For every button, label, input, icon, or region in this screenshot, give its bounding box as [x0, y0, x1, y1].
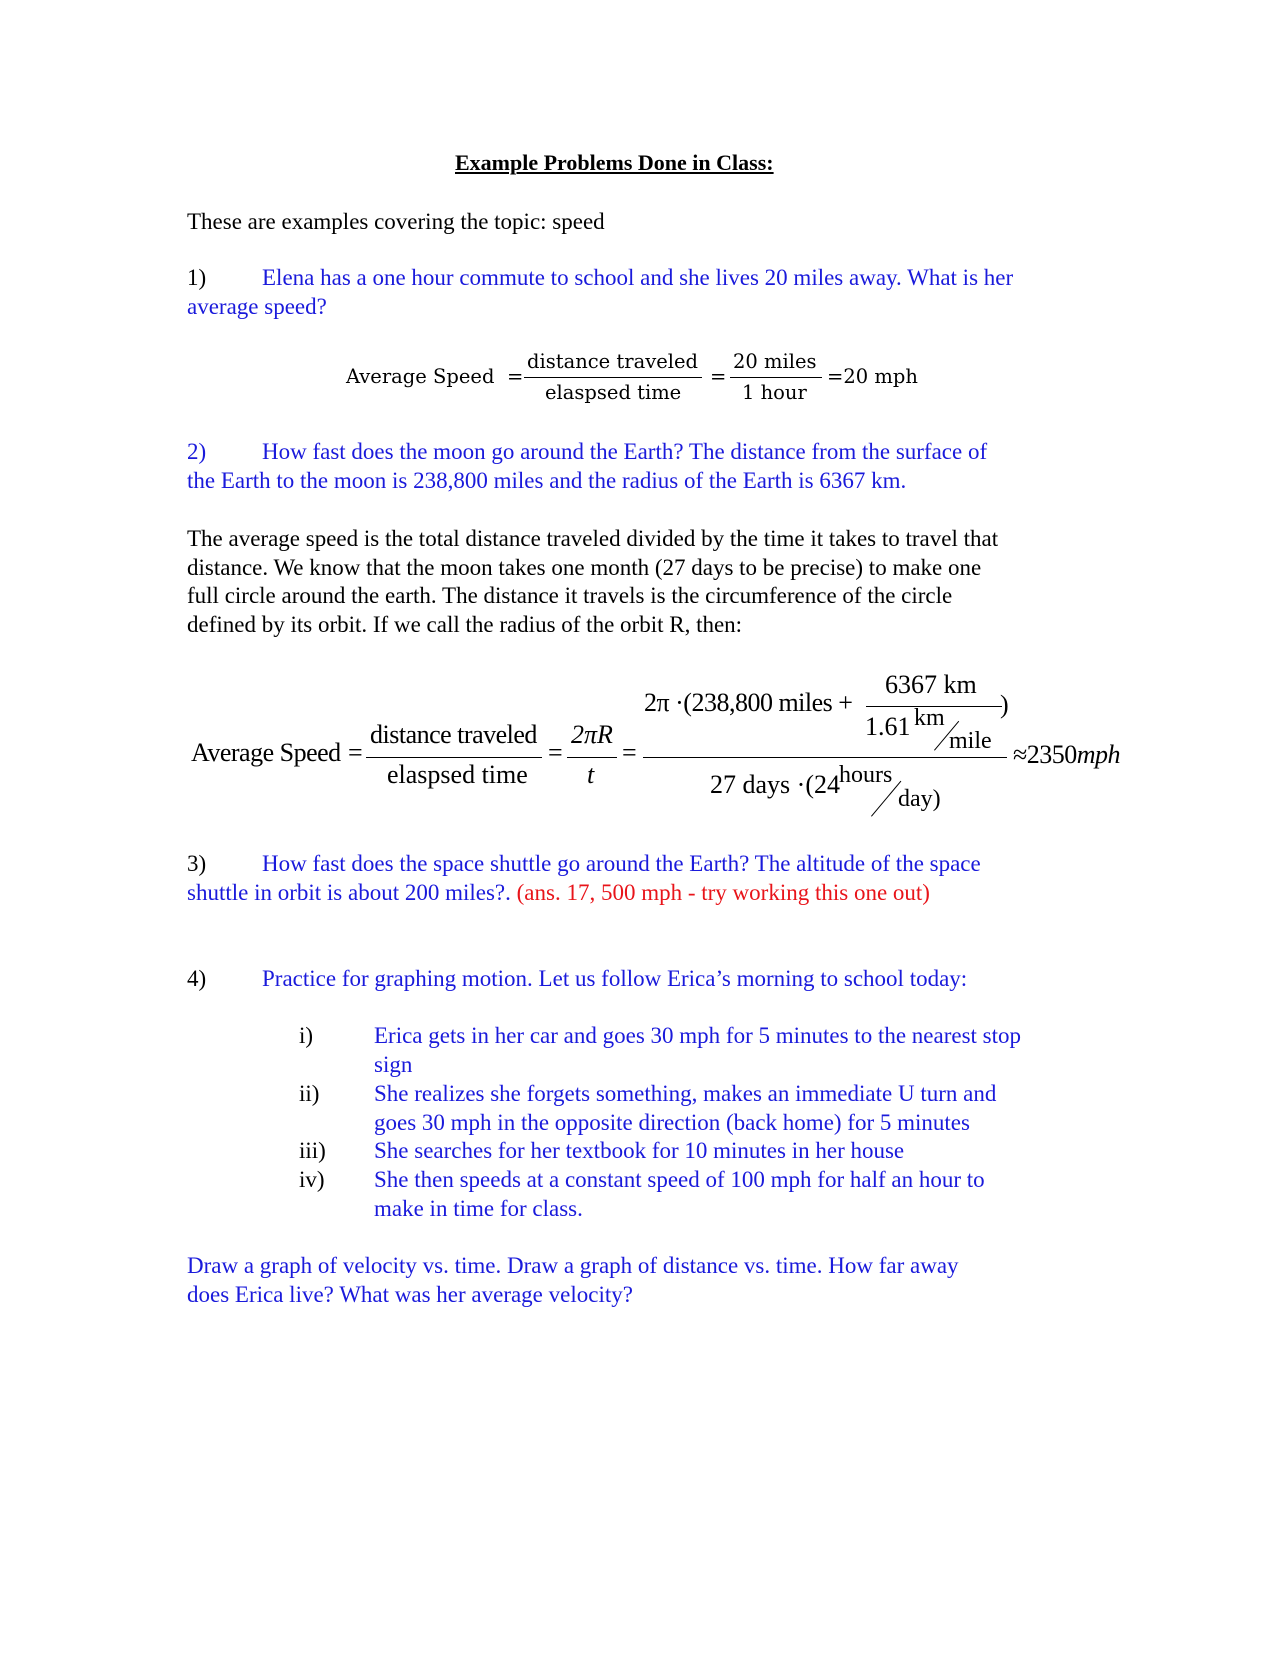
problem-3-answer: (ans. 17, 500 mph - try working this one out) [516, 880, 930, 905]
list-item-2-label: ii) [299, 1081, 320, 1106]
list-item-2-line-2: goes 30 mph in the opposite direction (back home) for 5 minutes [374, 1110, 970, 1135]
eq2-result-value: ≈2350 [1013, 740, 1077, 769]
list-item-1-line-2: sign [374, 1052, 413, 1077]
eq2-denominator-1: elaspsed time [387, 760, 528, 789]
eq2-inner-den-value: 1.61 [865, 712, 911, 741]
list-item-4-line-2: make in time for class. [374, 1196, 583, 1221]
eq1-equals-2: = [710, 365, 727, 388]
eq2-fraction-bar-1 [366, 757, 542, 758]
eq2-lhs: Average Speed [191, 738, 341, 767]
problem-3-number: 3) [187, 851, 207, 876]
eq1-numerator-2: 20 miles [733, 350, 817, 373]
eq1-fraction-bar-2 [730, 377, 822, 378]
list-item-1-line-1: Erica gets in her car and goes 30 mph for 5 minutes to the nearest stop [374, 1023, 1022, 1048]
eq2-denominator-2: t [587, 760, 595, 789]
eq1-denominator-2: 1 hour [742, 381, 807, 404]
closing-line-1: Draw a graph of velocity vs. time. Draw a graph of distance vs. time. How far away [187, 1253, 959, 1278]
eq2-equals-2: = [548, 738, 563, 767]
eq2-day-unit: day) [898, 786, 941, 812]
problem-3-line-1: How fast does the space shuttle go around the Earth? The altitude of the space [262, 851, 981, 876]
explanation-line-3: full circle around the earth. The distance it travels is the circumference of the circle [187, 583, 953, 608]
eq2-inner-numerator: 6367 km [885, 670, 977, 699]
eq1-lhs: Average Speed [346, 365, 495, 388]
eq2-numerator-2: 2πR [571, 720, 613, 749]
eq1-result: =20 mph [827, 365, 918, 388]
explanation-line-2: distance. We know that the moon takes one month (27 days to be precise) to make one [187, 555, 982, 580]
eq2-inner-den-unit-bottom: mile [949, 728, 992, 754]
eq1-numerator-1: distance traveled [527, 350, 699, 373]
problem-2-line-2: the Earth to the moon is 238,800 miles and the radius of the Earth is 6367 km. [187, 468, 907, 493]
eq2-result [1013, 740, 1120, 770]
problem-1-line-2: average speed? [187, 294, 327, 319]
explanation-line-4: defined by its orbit. If we call the radius of the orbit R, then: [187, 612, 743, 637]
problem-1-line-1: Elena has a one hour commute to school and she lives 20 miles away. What is her [262, 265, 1014, 290]
eq1-denominator-1: elaspsed time [545, 381, 682, 404]
list-item-3-label: iii) [299, 1138, 326, 1163]
eq2-result-unit: mph [1076, 740, 1121, 769]
eq2-equals-3: = [622, 738, 637, 767]
closing-line-2: does Erica live? What was her average velocity? [187, 1282, 633, 1307]
list-item-4-line-1: She then speeds at a constant speed of 100 mph for half an hour to [374, 1167, 985, 1192]
problem-4-number: 4) [187, 966, 207, 991]
eq2-numerator-1: distance traveled [370, 720, 537, 749]
eq2-big-denominator: 27 days ·(24 [710, 770, 840, 799]
explanation-line-1: The average speed is the total distance traveled divided by the time it takes to travel that [187, 526, 999, 551]
problem-3-line-2 [187, 879, 930, 908]
list-item-1-label: i) [299, 1023, 314, 1048]
eq1-fraction-bar-1 [524, 377, 702, 378]
intro-text: These are examples covering the topic: speed [187, 209, 605, 234]
problem-4-line-1: Practice for graphing motion. Let us follow Erica’s morning to school today: [262, 966, 968, 991]
problem-3-question-end: shuttle in orbit is about 200 miles?. [187, 880, 517, 905]
list-item-4-label: iv) [299, 1167, 325, 1192]
eq2-fraction-bar-2 [567, 757, 617, 758]
list-item-3-line-1: She searches for her textbook for 10 minutes in her house [374, 1138, 905, 1163]
problem-2-line-1: How fast does the moon go around the Earth? The distance from the surface of [262, 439, 988, 464]
eq2-big-numerator: 2π ·(238,800 miles + [644, 688, 853, 717]
page-title: Example Problems Done in Class: [455, 150, 774, 175]
list-item-2-line-1: She realizes she forgets something, makes an immediate U turn and [374, 1081, 997, 1106]
eq2-equals-1: = [348, 738, 363, 767]
eq2-main-fraction-bar [643, 757, 1007, 758]
eq2-inner-den-unit-top: km [914, 705, 945, 731]
problem-1-number: 1) [187, 265, 207, 290]
eq2-close-paren: ) [1000, 690, 1009, 719]
problem-2-number: 2) [187, 439, 207, 464]
eq1-equals-1: = [507, 365, 524, 388]
eq2-hours-unit: hours [839, 762, 893, 788]
